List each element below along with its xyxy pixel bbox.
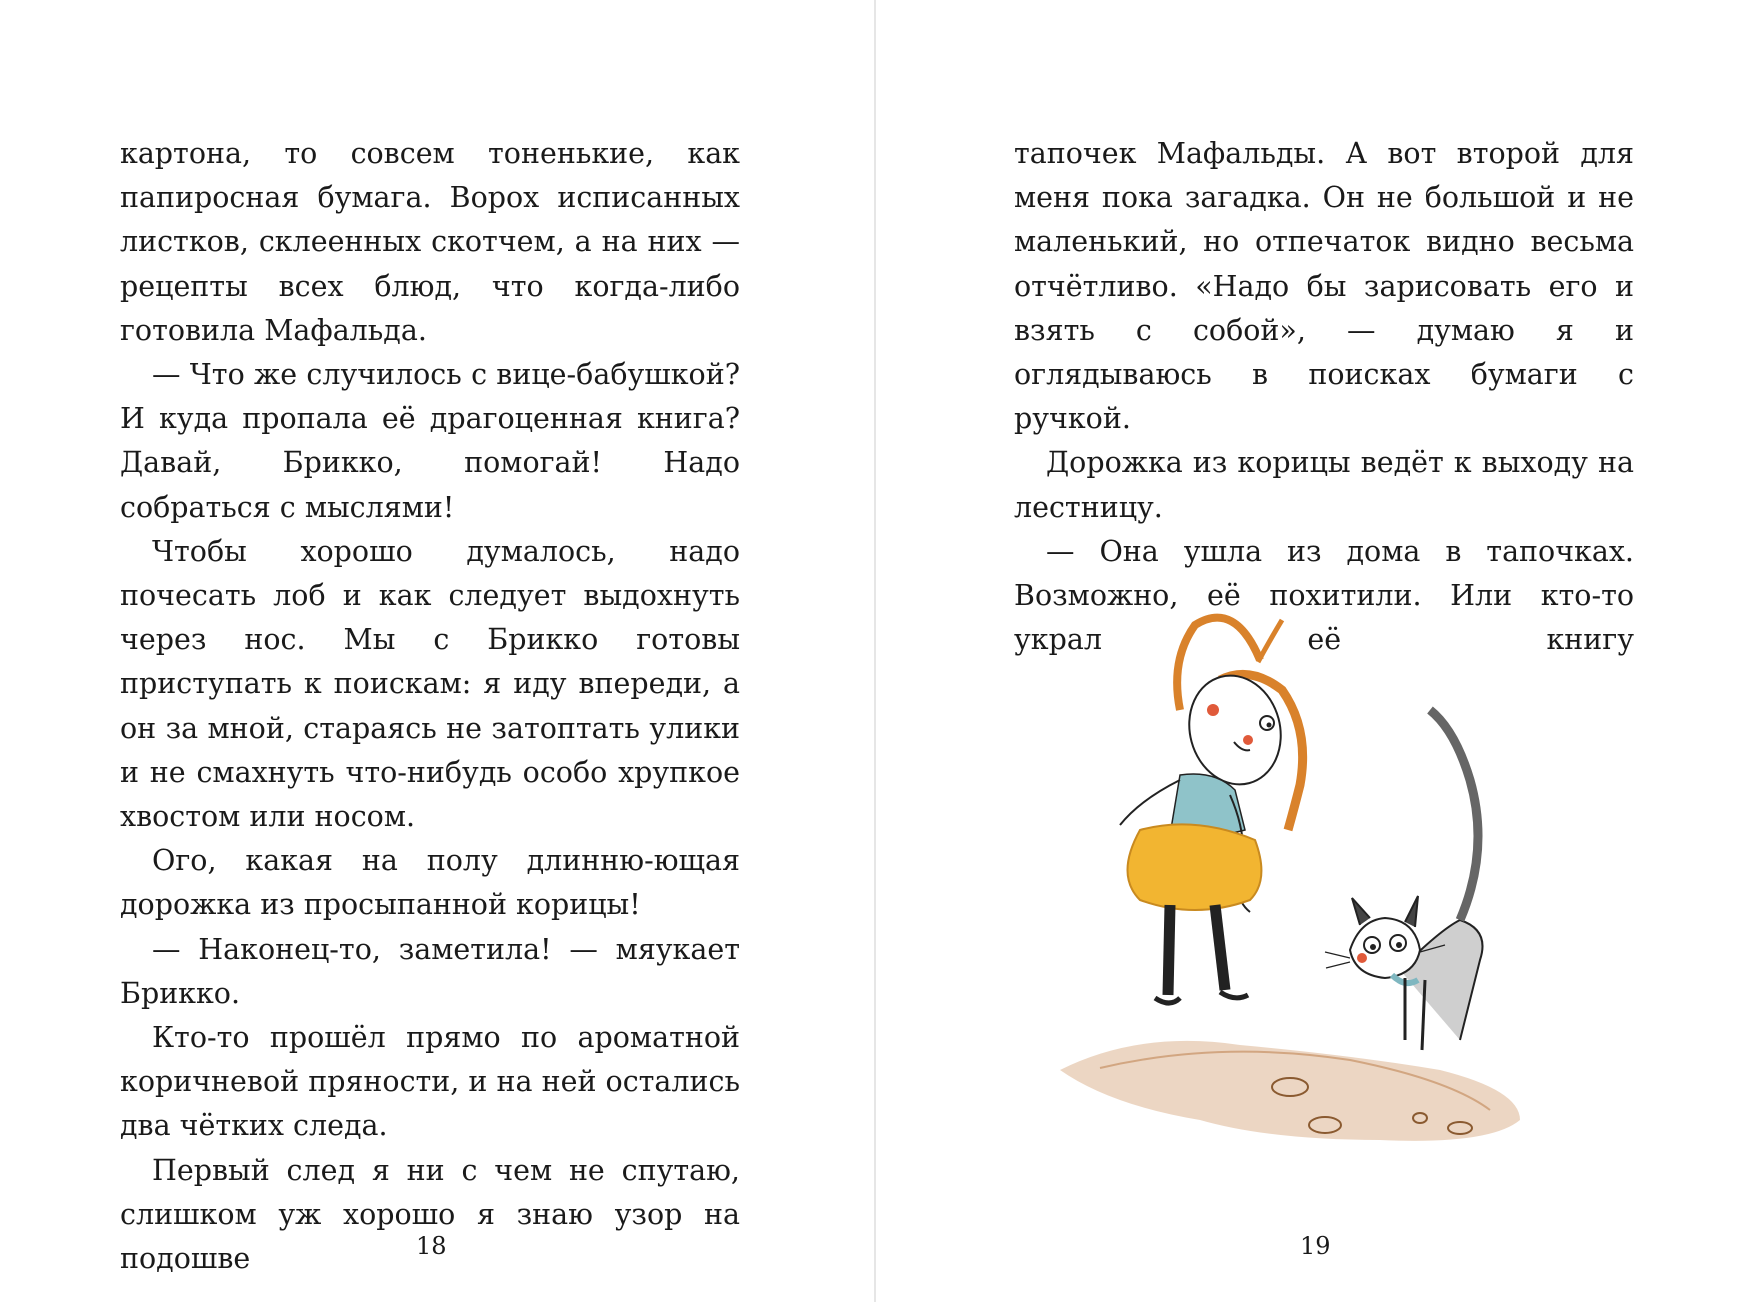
paragraph: Дорожка из корицы ведёт к выходу на лестницу.	[1014, 446, 1634, 524]
left-page	[0, 0, 874, 1302]
paragraph: Чтобы хорошо думалось, надо почесать лоб и как следует выдохнуть через нос. Мы с Брикко готовы приступать к поискам: я иду впереди, а он за мной, стараясь не затоптать улики и не смахнуть что-нибудь особо хрупкое хвостом или носом.	[120, 534, 740, 834]
page-number: 19	[1300, 1232, 1331, 1260]
paragraph: картона, то совсем тоненькие, как папиросная бумага. Ворох исписанных листков, склеенных скотчем, а на них — рецепты всех блюд, что когда-либо готовила Мафальда.	[120, 137, 740, 347]
paragraph: Ого, какая на полу длинню-ющая дорожка из просыпанной корицы!	[120, 844, 740, 922]
girl-and-cat-illustration	[1020, 600, 1540, 1160]
paragraph: — Она ушла из дома в тапочках. Возможно, её похитили. Или кто-то украл её книгу	[1014, 534, 1634, 657]
paragraph: — Что же случилось с вице-бабушкой? И куда пропала её драгоценная книга? Давай, Брикко, помогай! Надо собраться с мыслями!	[120, 358, 740, 524]
right-page	[876, 0, 1749, 1302]
girl-figure	[1120, 618, 1303, 1003]
page-number: 18	[416, 1232, 447, 1260]
cat-figure	[1325, 710, 1483, 1050]
paragraph: тапочек Мафальды. А вот второй для меня пока загадка. Он не большой и не маленький, но отпечаток видно весьма отчётливо. «Надо бы зарисовать его и взять с собой», — думаю я и оглядываюсь в поисках бумаги с ручкой.	[1014, 137, 1634, 436]
paragraph: Первый след я ни с чем не спутаю, слишком уж хорошо я знаю узор на подошве	[120, 1153, 740, 1276]
cinnamon-trail	[1060, 1041, 1520, 1141]
paragraph: — Наконец-то, заметила! — мяукает Брикко.	[120, 932, 740, 1010]
paragraph: Кто-то прошёл прямо по ароматной коричневой пряности, и на ней остались два чётких следа.	[120, 1021, 740, 1143]
left-page-text	[120, 132, 740, 1281]
right-page-text	[1014, 132, 1634, 662]
